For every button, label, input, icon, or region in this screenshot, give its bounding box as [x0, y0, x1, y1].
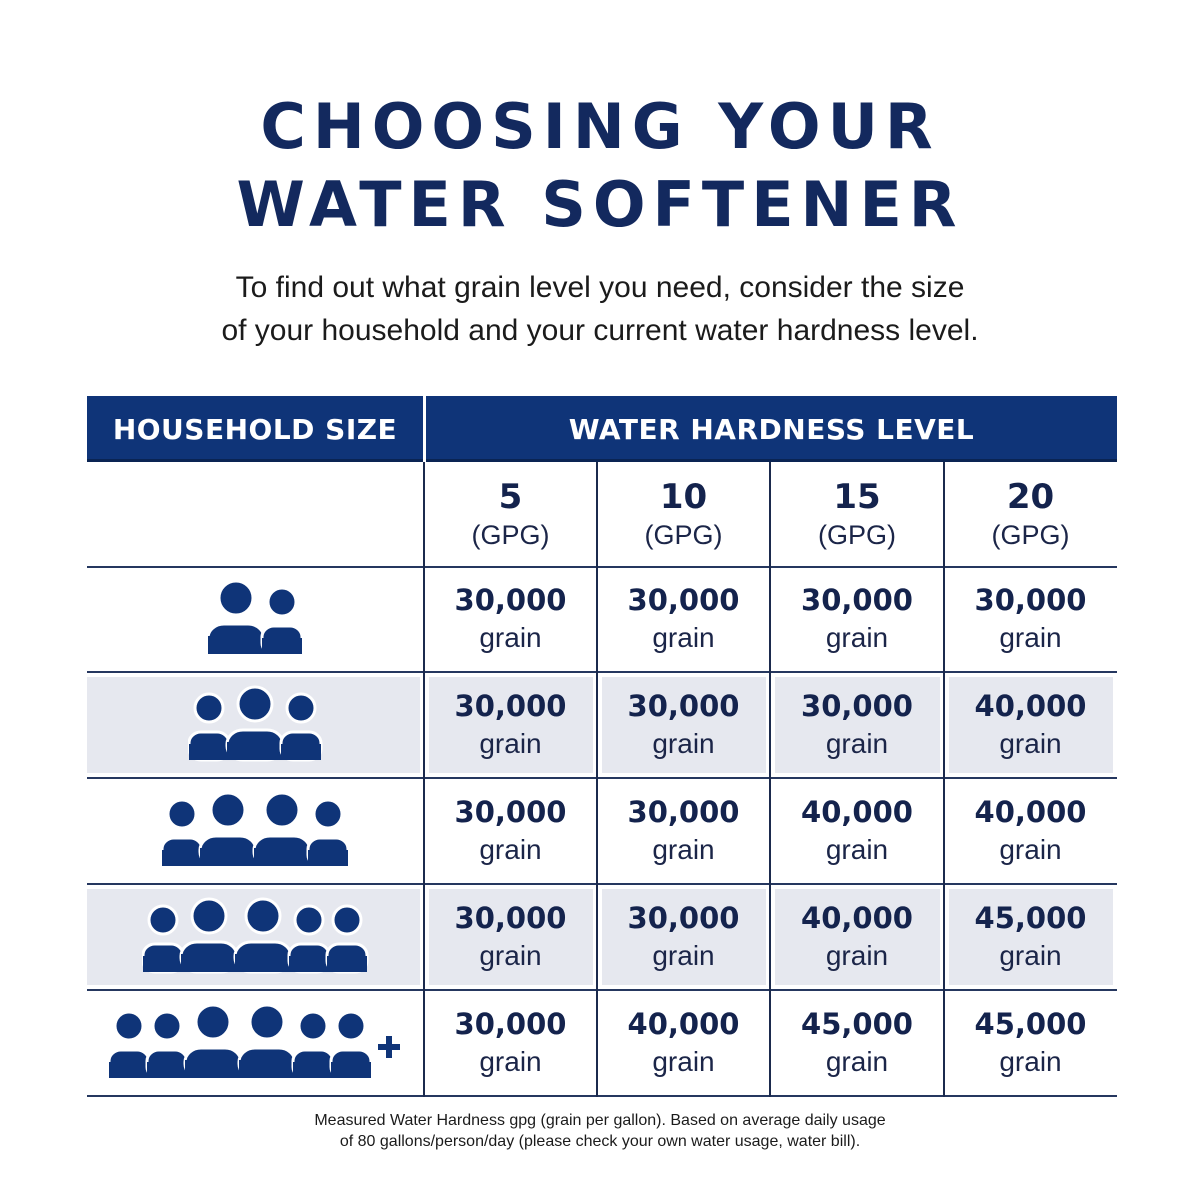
grain-value: 30,000 [454, 901, 567, 935]
header-household-size: HOUSEHOLD SIZE [87, 396, 423, 462]
footnote [0, 1110, 1200, 1152]
grain-unit: grain [479, 728, 542, 759]
page-title [0, 88, 1200, 244]
grain-unit: grain [999, 834, 1062, 865]
grain-unit: grain [652, 728, 715, 759]
grain-value: 30,000 [454, 689, 567, 723]
grain-cell [770, 885, 944, 989]
title-line-2: WATER SOFTENER [236, 168, 964, 241]
people-5-icon [87, 885, 424, 989]
people-icon [142, 890, 370, 984]
row-divider [87, 989, 1117, 991]
column-header-5-gpg [424, 462, 597, 567]
grain-value: 30,000 [974, 583, 1087, 617]
grain-unit: grain [652, 940, 715, 971]
subtitle [0, 266, 1200, 352]
grain-unit: grain [825, 940, 889, 971]
grain-value: 30,000 [454, 583, 567, 617]
people-icon [108, 996, 404, 1090]
column-header-20-gpg [944, 462, 1117, 567]
row-divider [87, 566, 1117, 568]
grain-cell [770, 779, 944, 883]
grain-cell [944, 991, 1117, 1095]
grain-unit: grain [652, 834, 715, 865]
grain-value: 40,000 [974, 795, 1087, 829]
column-header-10-gpg [597, 462, 770, 567]
grain-unit: grain [999, 728, 1062, 759]
hardness-value: 15 [833, 476, 881, 517]
grain-value: 40,000 [974, 689, 1087, 723]
grain-unit: grain [999, 622, 1062, 653]
grain-value: 45,000 [974, 901, 1087, 935]
hardness-unit: (GPG) [818, 519, 896, 550]
row-divider [87, 1095, 1117, 1097]
table-row [87, 991, 1117, 1095]
people-icon [188, 678, 324, 772]
table-row [87, 779, 1117, 883]
grain-unit: grain [825, 728, 889, 759]
grain-value: 45,000 [974, 1007, 1087, 1041]
grain-cell [944, 567, 1117, 671]
grain-cell [944, 779, 1117, 883]
hardness-value: 10 [659, 476, 708, 517]
column-divider [769, 462, 771, 1097]
grain-cell [424, 991, 597, 1095]
people-4-icon [87, 779, 424, 883]
column-divider [943, 462, 945, 1097]
grain-unit: grain [999, 1046, 1062, 1077]
grain-unit: grain [652, 622, 715, 653]
grain-value: 30,000 [627, 901, 740, 935]
subtitle-line-1: To find out what grain level you need, consider the size [235, 271, 965, 304]
people-2-icon [87, 567, 424, 671]
column-divider [423, 462, 425, 1097]
header-water-hardness: WATER HARDNESS LEVEL [426, 396, 1117, 462]
grain-cell [597, 567, 770, 671]
grain-value: 30,000 [454, 1007, 567, 1041]
grain-unit: grain [825, 834, 889, 865]
hardness-unit: (GPG) [991, 519, 1070, 550]
grain-value: 30,000 [627, 795, 740, 829]
grain-value: 40,000 [801, 795, 913, 829]
grain-value: 30,000 [801, 689, 913, 723]
column-header-15-gpg [770, 462, 944, 567]
grain-cell [770, 567, 944, 671]
grain-value: 30,000 [627, 583, 740, 617]
row-divider [87, 883, 1117, 885]
grain-unit: grain [479, 834, 542, 865]
people-3-icon [87, 673, 424, 777]
footnote-line-1: Measured Water Hardness gpg (grain per gallon). Based on average daily usage [314, 1112, 886, 1129]
grain-cell [597, 779, 770, 883]
grain-value: 45,000 [801, 1007, 913, 1041]
grain-unit: grain [825, 1046, 889, 1077]
grain-cell [424, 885, 597, 989]
grain-cell [944, 885, 1117, 989]
subtitle-line-2: of your household and your current water hardness level. [221, 314, 979, 347]
row-divider [87, 777, 1117, 779]
table-row [87, 885, 1117, 989]
grain-cell [944, 673, 1117, 777]
grain-value: 40,000 [801, 901, 913, 935]
grain-unit: grain [479, 622, 542, 653]
table-row [87, 673, 1117, 777]
grain-unit: grain [999, 940, 1062, 971]
grain-cell [597, 673, 770, 777]
grain-cell [424, 567, 597, 671]
row-divider [87, 671, 1117, 673]
title-line-1: CHOOSING YOUR [260, 90, 940, 163]
column-divider [596, 462, 598, 1097]
grain-cell [770, 673, 944, 777]
hardness-value: 5 [498, 476, 523, 517]
hardness-value: 20 [1006, 476, 1055, 517]
hardness-unit: (GPG) [644, 519, 723, 550]
grain-cell [597, 991, 770, 1095]
grain-value: 30,000 [627, 689, 740, 723]
grain-unit: grain [652, 1046, 715, 1077]
grain-cell [424, 673, 597, 777]
table-row [87, 567, 1117, 671]
grain-unit: grain [479, 940, 542, 971]
grain-unit: grain [479, 1046, 542, 1077]
grain-cell [770, 991, 944, 1095]
grain-unit: grain [825, 622, 889, 653]
grain-cell [424, 779, 597, 883]
grain-value: 30,000 [454, 795, 567, 829]
grain-cell [597, 885, 770, 989]
grain-value: 40,000 [627, 1007, 740, 1041]
people-6-plus-icon [87, 991, 424, 1095]
grain-value: 30,000 [801, 583, 913, 617]
hardness-unit: (GPG) [471, 519, 550, 550]
people-icon [207, 572, 305, 666]
footnote-line-2: of 80 gallons/person/day (please check your own water usage, water bill). [339, 1133, 861, 1150]
people-icon [161, 784, 351, 878]
